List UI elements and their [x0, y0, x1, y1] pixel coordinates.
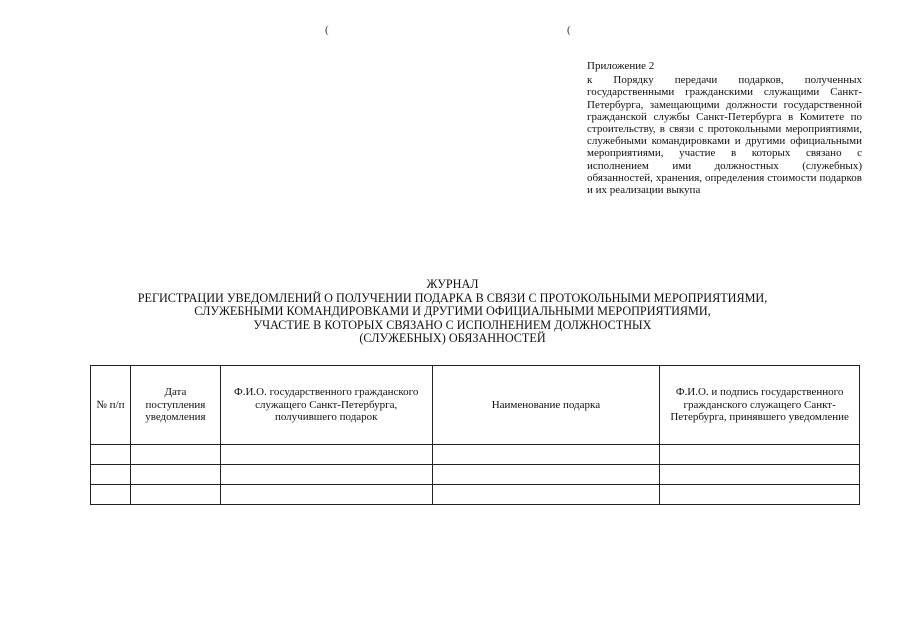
column-header-gift-name: Наименование подарка [432, 366, 660, 445]
journal-title-line4: УЧАСТИЕ В КОТОРЫХ СВЯЗАНО С ИСПОЛНЕНИЕМ ДОЛЖНОСТНЫХ [253, 317, 652, 332]
table-cell [660, 445, 860, 465]
column-header-recipient-name: Ф.И.О. государственного гражданского служащего Санкт-Петербурга, получившего подарок [220, 366, 432, 445]
table-cell [130, 485, 220, 505]
registration-journal-table [90, 365, 860, 505]
table-row [91, 445, 860, 465]
table-header-row [91, 366, 860, 445]
journal-title-line1: ЖУРНАЛ [426, 277, 479, 291]
table-cell [91, 465, 131, 485]
table-cell [220, 485, 432, 505]
column-header-number: № п/п [91, 366, 131, 445]
column-header-date: Дата поступления уведомления [130, 366, 220, 445]
margin-mark-left: ( [325, 24, 329, 36]
journal-title [0, 278, 905, 346]
appendix-block [587, 60, 862, 196]
table-cell [220, 445, 432, 465]
table-cell [130, 445, 220, 465]
table-row [91, 485, 860, 505]
column-header-receiver-signature: Ф.И.О. и подпись государственного гражданского служащего Санкт-Петербурга, принявшего уведомление [660, 366, 860, 445]
table-cell [432, 445, 660, 465]
table-cell [220, 465, 432, 485]
table-cell [91, 485, 131, 505]
table-cell [91, 445, 131, 465]
table-cell [660, 485, 860, 505]
table-cell [432, 465, 660, 485]
appendix-title: Приложение 2 [587, 60, 655, 72]
margin-mark-right: ( [567, 24, 571, 36]
table-cell [432, 485, 660, 505]
journal-title-line2: РЕГИСТРАЦИИ УВЕДОМЛЕНИЙ О ПОЛУЧЕНИИ ПОДАРКА В СВЯЗИ С ПРОТОКОЛЬНЫМИ МЕРОПРИЯТИЯМИ, [137, 290, 768, 305]
table-row [91, 465, 860, 485]
appendix-text: к Порядку передачи подарков, полученных государственными гражданскими служащими Санкт-Петербурга, замещающими должности государственной гражданской службы Санкт-Петербурга в Комитете по строительству, в связи с протокольными мероприятиями, служебными командировками и другими официальными мероприятиями, участие в которых связано с исполнением ими должностных (служебных) обязанностей, хранения, определения стоимости подарков и их реализации выкупа [587, 74, 862, 197]
table-cell [130, 465, 220, 485]
journal-title-line5: (СЛУЖЕБНЫХ) ОБЯЗАННОСТЕЙ [359, 331, 546, 346]
journal-title-line3: СЛУЖЕБНЫМИ КОМАНДИРОВКАМИ И ДРУГИМИ ОФИЦИАЛЬНЫМИ МЕРОПРИЯТИЯМИ, [194, 304, 711, 319]
table-cell [660, 465, 860, 485]
